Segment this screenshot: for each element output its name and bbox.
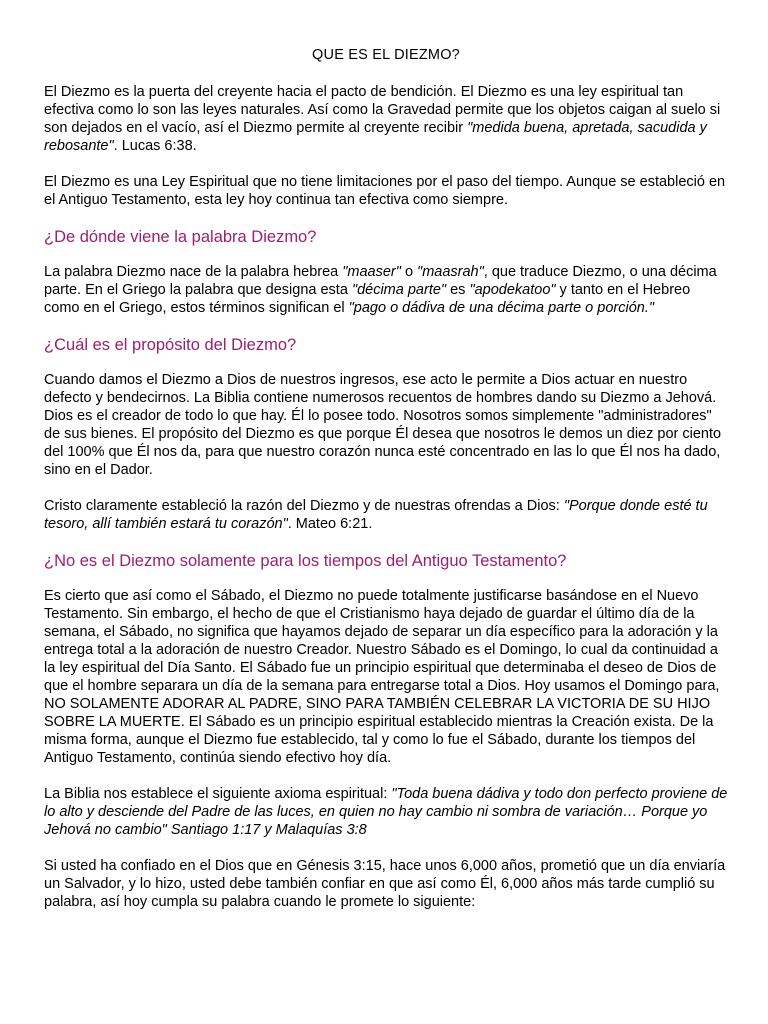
paragraph-proposito: Cuando damos el Diezmo a Dios de nuestros ingresos, ese acto le permite a Dios actuar en nuestro defecto y bendecirnos. La Biblia contiene numerosos recuentos de hombres dando su Diezmo a Jehová. Dios es el creador de todo lo que hay. Él lo posee todo. Nosotros somos simplemente "administradores" de sus bienes. El propósito del Diezmo es que porque Él desea que nosotros le demos un diez por ciento del 100% que Él nos da, para que nuestro corazón nunca esté concentrado en las lo que Él nos ha dado, sino en el Dador. (44, 372, 722, 478)
paragraph-axioma: La Biblia nos establece el siguiente axioma espiritual: "Toda buena dádiva y todo don perfecto proviene de lo alto y desciende del Padre de las luces, en quien no hay cambio ni sombra de variación… Porque yo Jehová no cambio" Santiago 1:17 y Malaquías 3:8 (44, 786, 728, 838)
paragraph-intro: El Diezmo es la puerta del creyente hacia el pacto de bendición. El Diezmo es una ley espiritual tan efectiva como lo son las leyes naturales. Así como la Gravedad permite que los objetos caigan al suelo si son dejados en el vacío, así el Diezmo permite al creyente recibir "medida buena, apretada, sacudida y rebosante". Lucas 6:38. (44, 84, 721, 154)
paragraph-cristo: Cristo claramente estableció la razón del Diezmo y de nuestras ofrendas a Dios: "Porque donde esté tu tesoro, allí también estará tu corazón". Mateo 6:21. (44, 498, 708, 532)
paragraph-origen: La palabra Diezmo nace de la palabra hebrea "maaser" o "maasrah", que traduce Diezmo, o una décima parte. En el Griego la palabra que designa esta "décima parte" es "apodekatoo" y tanto en el Hebreo como en el Griego, estos términos significan el "pago o dádiva de una décima parte o porción." (44, 264, 717, 316)
section-heading-antiguo-testamento: ¿No es el Diezmo solamente para los tiempos del Antiguo Testamento? (44, 552, 567, 570)
section-heading-proposito: ¿Cuál es el propósito del Diezmo? (44, 336, 297, 354)
paragraph-genesis: Si usted ha confiado en el Dios que en Génesis 3:15, hace unos 6,000 años, prometió que un día enviaría un Salvador, y lo hizo, usted debe también confiar en que así como Él, 6,000 años más tarde cumplió su palabra, así hoy cumpla su palabra cuando le promete lo siguiente: (44, 858, 726, 910)
section-heading-origen: ¿De dónde viene la palabra Diezmo? (44, 228, 317, 246)
document-title: QUE ES EL DIEZMO? (312, 47, 460, 63)
paragraph-sabado: Es cierto que así como el Sábado, el Diezmo no puede totalmente justificarse basándose en el Nuevo Testamento. Sin embargo, el hecho de que el Cristianismo haya dejado de guardar el último día de la semana, el Sábado, no significa que hayamos dejado de separar un día específico para la adoración y la entrega total a la adoración de nuestro Creador. Nuestro Sábado es el Domingo, lo cual da continuidad a la ley espiritual del Día Santo. El Sábado fue un principio espiritual que determinaba el deseo de Dios de que el hombre separara un día de la semana para entregarse total a Dios. Hoy usamos el Domingo para, NO SOLAMENTE ADORAR AL PADRE, SINO PARA TAMBIÉN CELEBRAR LA VICTORIA DE SU HIJO SOBRE LA MUERTE. El Sábado es un principio espiritual establecido mientras la Creación exista. De la misma forma, aunque el Diezmo fue establecido, tal y como lo fue el Sábado, durante los tiempos del Antiguo Testamento, continúa siendo efectivo hoy día. (44, 588, 720, 766)
paragraph-ley-espiritual: El Diezmo es una Ley Espiritual que no tiene limitaciones por el paso del tiempo. Aunque se estableció en el Antiguo Testamento, esta ley hoy continua tan efectiva como siempre. (44, 174, 726, 208)
